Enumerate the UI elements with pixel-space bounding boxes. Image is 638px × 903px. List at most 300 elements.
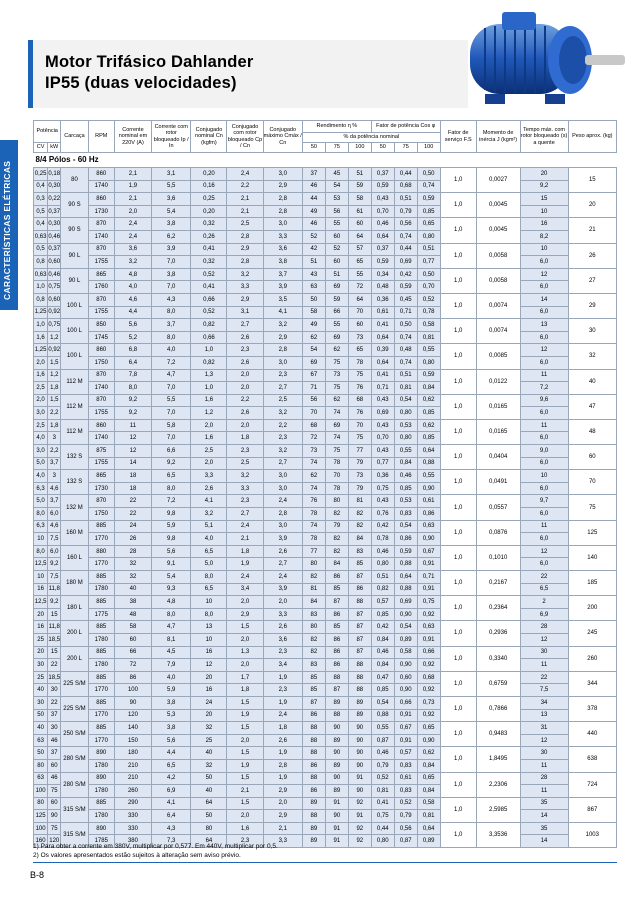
table-cell: 0,78 (417, 306, 440, 319)
table-cell: 8,0 (152, 482, 191, 495)
table-cell: 132 M (61, 495, 88, 520)
table-cell: 51 (302, 256, 325, 269)
table-cell: 1,6 (34, 331, 48, 344)
table-cell: 40 (568, 369, 616, 394)
table-cell: 870 (88, 243, 114, 256)
table-cell: 1,5 (48, 356, 61, 369)
table-cell: 89 (348, 709, 371, 722)
table-cell: 37 (302, 168, 325, 181)
table-cell: 0,37 (371, 243, 394, 256)
table-cell: 0,51 (394, 193, 417, 206)
table-cell: 66 (325, 306, 348, 319)
table-cell: 0,54 (394, 394, 417, 407)
table-cell: 25 (191, 734, 227, 747)
table-cell: 0,54 (394, 621, 417, 634)
table-cell: 40 (114, 583, 151, 596)
table-cell: 76 (302, 495, 325, 508)
table-cell: 0,39 (371, 344, 394, 357)
table-row (34, 495, 617, 508)
table-cell: 0,67 (417, 545, 440, 558)
table-cell: 120 (48, 835, 61, 848)
table-cell: 1,0 (440, 293, 476, 318)
table-cell: 0,88 (394, 583, 417, 596)
table-cell: 59 (325, 293, 348, 306)
table-cell: 85 (325, 583, 348, 596)
table-cell: 0,85 (417, 432, 440, 445)
table-cell: 91 (348, 772, 371, 785)
table-cell: 63 (34, 734, 48, 747)
table-row (34, 659, 617, 672)
table-cell: 73 (348, 331, 371, 344)
table-cell: 885 (88, 696, 114, 709)
table-cell: 1760 (88, 281, 114, 294)
table-cell: 0,0165 (476, 419, 520, 444)
table-cell: 1,0 (440, 419, 476, 444)
table-cell: 20 (568, 193, 616, 218)
table-cell: 860 (88, 419, 114, 432)
table-cell: 315 S/M (61, 797, 88, 822)
table-cell: 0,53 (394, 495, 417, 508)
table-cell: 22 (114, 508, 151, 521)
table-cell: 0,61 (371, 306, 394, 319)
table-cell: 90 (114, 696, 151, 709)
table-cell: 0,18 (48, 168, 61, 181)
table-cell: 78 (348, 356, 371, 369)
table-cell: 49 (302, 205, 325, 218)
table-cell: 82 (302, 646, 325, 659)
table-cell: 90 (348, 734, 371, 747)
table-cell: 112 M (61, 419, 88, 444)
table-cell: 112 M (61, 369, 88, 394)
table-cell: 1,5 (48, 394, 61, 407)
table-cell: 1,3 (191, 369, 227, 382)
table-cell: 13 (191, 621, 227, 634)
table-cell: 210 (114, 759, 151, 772)
table-cell: 10 (520, 205, 568, 218)
table-cell: 0,75 (48, 281, 61, 294)
table-cell: 1780 (88, 785, 114, 798)
table-cell: 2,4 (114, 218, 151, 231)
table-cell: 2,5 (227, 457, 263, 470)
table-cell: 47 (568, 394, 616, 419)
table-cell: 22 (48, 659, 61, 672)
table-cell: 88 (302, 772, 325, 785)
table-cell: 1775 (88, 608, 114, 621)
table-cell: 75 (568, 495, 616, 520)
table-cell: 0,63 (34, 230, 48, 243)
table-cell: 0,48 (371, 281, 394, 294)
table-cell: 0,90 (417, 533, 440, 546)
table-cell: 0,61 (394, 772, 417, 785)
table-cell: 88 (348, 671, 371, 684)
table-cell: 75 (325, 356, 348, 369)
table-cell: 3,3 (191, 470, 227, 483)
table-cell: 7,5 (48, 571, 61, 584)
table-cell: 1,8495 (476, 747, 520, 772)
table-cell: 0,58 (417, 797, 440, 810)
table-cell: 9,8 (152, 508, 191, 521)
table-cell: 0,44 (371, 822, 394, 835)
table-cell: 4,5 (152, 646, 191, 659)
table-cell: 89 (325, 785, 348, 798)
table-cell: 5,5 (152, 180, 191, 193)
table-cell: 125 (34, 810, 48, 823)
table-cell: 86 (325, 633, 348, 646)
table-cell: 3,0 (263, 470, 302, 483)
table-cell: 54 (302, 344, 325, 357)
table-cell: 79 (348, 482, 371, 495)
table-cell: 6,3 (34, 482, 48, 495)
header-rend-100: 100 (348, 143, 371, 153)
table-cell: 2,1 (227, 193, 263, 206)
header-cv: CV (34, 143, 48, 153)
table-cell: 40 (34, 722, 48, 735)
table-cell: 89 (302, 835, 325, 848)
table-cell: 0,64 (371, 331, 394, 344)
table-cell: 1,0 (440, 394, 476, 419)
table-cell: 0,69 (394, 256, 417, 269)
table-cell: 0,80 (371, 558, 394, 571)
table-cell: 2,3 (263, 432, 302, 445)
table-cell: 2,9 (263, 180, 302, 193)
table-cell: 62 (302, 470, 325, 483)
table-cell: 1,0 (440, 495, 476, 520)
table-cell: 6,2 (152, 230, 191, 243)
table-cell: 2,0 (227, 810, 263, 823)
table-cell: 58 (114, 621, 151, 634)
table-cell: 330 (114, 810, 151, 823)
table-cell: 77 (348, 445, 371, 458)
table-cell: 85 (348, 558, 371, 571)
table-cell: 82 (348, 508, 371, 521)
page-number: B-8 (30, 870, 45, 880)
table-cell: 2,4 (227, 168, 263, 181)
header-pct-potencia: % da potência nominal (302, 133, 440, 143)
table-cell: 91 (325, 835, 348, 848)
table-cell: 6,5 (191, 545, 227, 558)
table-row (34, 545, 617, 558)
table-cell: 3,9 (263, 533, 302, 546)
table-cell: 5,4 (152, 205, 191, 218)
table-cell: 20 (520, 168, 568, 181)
table-cell: 81 (302, 583, 325, 596)
table-cell: 0,90 (394, 608, 417, 621)
table-cell: 0,64 (394, 571, 417, 584)
table-cell: 0,46 (371, 747, 394, 760)
table-cell: 0,43 (371, 495, 394, 508)
title-accent-bar (28, 40, 33, 108)
table-cell: 90 S (61, 218, 88, 243)
table-cell: 0,88 (371, 709, 394, 722)
table-cell: 14 (520, 835, 568, 848)
table-cell: 638 (568, 747, 616, 772)
table-cell: 90 (325, 810, 348, 823)
table-cell: 100 L (61, 319, 88, 344)
table-cell: 1,5 (227, 772, 263, 785)
table-cell: 100 L (61, 344, 88, 369)
table-cell: 378 (568, 696, 616, 721)
table-cell: 37 (48, 709, 61, 722)
table-cell: 75 (348, 432, 371, 445)
table-cell: 26 (568, 243, 616, 268)
table-cell: 0,66 (394, 696, 417, 709)
table-cell: 2,8 (263, 508, 302, 521)
table-cell: 2,3 (227, 835, 263, 848)
table-cell: 0,34 (371, 268, 394, 281)
table-cell: 6,0 (48, 545, 61, 558)
table-cell: 0,53 (394, 419, 417, 432)
table-row (34, 407, 617, 420)
table-cell: 3,0 (263, 482, 302, 495)
table-cell: 1,8 (227, 684, 263, 697)
table-cell: 1740 (88, 382, 114, 395)
table-cell: 0,43 (371, 394, 394, 407)
table-cell: 3,6 (263, 633, 302, 646)
table-row (34, 684, 617, 697)
table-cell: 0,37 (371, 168, 394, 181)
table-cell: 8,0 (152, 608, 191, 621)
table-cell: 8,0 (152, 306, 191, 319)
table-cell: 0,59 (371, 180, 394, 193)
table-row (34, 306, 617, 319)
table-cell: 90 (348, 759, 371, 772)
table-cell: 62 (302, 331, 325, 344)
table-cell: 3,3 (263, 230, 302, 243)
table-cell: 90 (48, 810, 61, 823)
table-row (34, 633, 617, 646)
table-cell: 14 (114, 457, 151, 470)
table-cell: 0,84 (417, 382, 440, 395)
table-cell: 8,2 (520, 230, 568, 243)
table-row (34, 709, 617, 722)
table-cell: 3,8 (152, 696, 191, 709)
table-cell: 2,1 (114, 193, 151, 206)
table-cell: 0,57 (394, 747, 417, 760)
table-cell: 18 (114, 470, 151, 483)
table-cell: 100 (34, 822, 48, 835)
table-cell: 6,0 (520, 432, 568, 445)
table-cell: 1,0 (440, 445, 476, 470)
table-cell: 0,63 (34, 268, 48, 281)
table-cell: 6,5 (152, 759, 191, 772)
table-cell: 8,0 (152, 331, 191, 344)
table-cell: 75 (48, 822, 61, 835)
table-cell: 22 (520, 571, 568, 584)
table-cell: 55 (325, 319, 348, 332)
table-row (34, 445, 617, 458)
table-cell: 12 (520, 633, 568, 646)
table-cell: 0,64 (417, 822, 440, 835)
table-cell: 90 (348, 722, 371, 735)
title-line-1: Motor Trifásico Dahlander (45, 53, 254, 71)
table-cell: 0,36 (371, 293, 394, 306)
table-cell: 11 (520, 659, 568, 672)
table-cell: 65 (348, 344, 371, 357)
table-cell: 83 (302, 659, 325, 672)
footnote-1: 1) Para obter a corrente em 380V, multiplicar por 0,577. Em 440V, multiplicar por 0,5. (33, 843, 278, 850)
table-cell: 74 (302, 457, 325, 470)
table-cell: 86 (325, 608, 348, 621)
table-cell: 40 (34, 684, 48, 697)
table-cell: 1740 (88, 230, 114, 243)
table-cell: 724 (568, 772, 616, 797)
table-cell: 32 (568, 344, 616, 369)
table-cell: 2,7 (263, 558, 302, 571)
table-row (34, 319, 617, 332)
table-cell: 850 (88, 319, 114, 332)
table-cell: 88 (302, 810, 325, 823)
table-cell: 0,92 (417, 684, 440, 697)
table-row (34, 470, 617, 483)
table-cell: 76 (348, 382, 371, 395)
table-cell: 870 (88, 394, 114, 407)
table-row (34, 356, 617, 369)
table-cell: 860 (88, 344, 114, 357)
table-cell: 0,2936 (476, 621, 520, 646)
table-cell: 0,42 (394, 268, 417, 281)
title-line-2: IP55 (duas velocidades) (45, 74, 237, 92)
table-cell: 32 (191, 722, 227, 735)
table-cell: 1,0 (440, 621, 476, 646)
table-cell: 4,1 (152, 797, 191, 810)
table-cell: 2,0 (34, 394, 48, 407)
table-cell: 160 (34, 835, 48, 848)
table-cell: 1,0 (440, 243, 476, 268)
table-cell: 0,86 (394, 533, 417, 546)
table-cell: 60 (348, 319, 371, 332)
table-cell: 3,0 (263, 520, 302, 533)
table-cell: 80 (61, 168, 88, 193)
table-cell: 0,83 (394, 759, 417, 772)
table-cell: 2,0 (34, 356, 48, 369)
table-cell: 13 (520, 709, 568, 722)
header-rpm: RPM (88, 121, 114, 153)
table-cell: 0,50 (417, 268, 440, 281)
table-cell: 6,0 (520, 508, 568, 521)
table-cell: 0,55 (417, 470, 440, 483)
header-fator-servico: Fator de serviço F.S (440, 121, 476, 153)
table-cell: 22 (520, 671, 568, 684)
table-cell: 5,5 (152, 394, 191, 407)
table-row (34, 432, 617, 445)
table-cell: 13 (520, 319, 568, 332)
table-cell: 330 (114, 822, 151, 835)
table-cell: 12 (520, 734, 568, 747)
table-cell: 0,37 (48, 243, 61, 256)
table-row (34, 596, 617, 609)
table-cell: 86 (114, 671, 151, 684)
table-cell: 70 (302, 407, 325, 420)
header-momento-inercia: Momento de inércia J (kgm²) (476, 121, 520, 153)
table-cell: 1,25 (34, 306, 48, 319)
table-row (34, 230, 617, 243)
table-cell: 90 S (61, 193, 88, 218)
table-cell: 1,0 (440, 369, 476, 394)
table-cell: 2,0 (227, 419, 263, 432)
table-cell: 8,0 (191, 608, 227, 621)
table-cell: 280 S/M (61, 772, 88, 797)
table-cell: 2,8 (227, 230, 263, 243)
table-cell: 60 (114, 633, 151, 646)
table-cell: 0,8 (34, 293, 48, 306)
table-cell: 2,4 (114, 230, 151, 243)
table-cell: 85 (325, 621, 348, 634)
table-cell: 0,85 (371, 608, 394, 621)
table-cell: 0,92 (48, 344, 61, 357)
table-cell: 15 (520, 193, 568, 206)
table-cell: 3,2 (227, 470, 263, 483)
table-cell: 0,41 (371, 319, 394, 332)
table-cell: 1,0 (440, 772, 476, 797)
table-cell: 70 (348, 419, 371, 432)
table-cell: 6,4 (152, 810, 191, 823)
footnote-2: 2) Os valores apresentados estão sujeitos à alteração sem aviso prévio. (33, 852, 241, 859)
table-cell: 80 (34, 759, 48, 772)
table-cell: 280 S/M (61, 747, 88, 772)
table-row (34, 394, 617, 407)
table-cell: 0,59 (371, 256, 394, 269)
table-cell: 30 (34, 659, 48, 672)
table-cell: 50 (191, 810, 227, 823)
table-cell: 0,78 (371, 533, 394, 546)
table-cell: 12 (520, 344, 568, 357)
table-cell: 0,0557 (476, 495, 520, 520)
table-cell: 0,3 (34, 193, 48, 206)
table-cell: 160 L (61, 545, 88, 570)
table-cell: 9,3 (152, 583, 191, 596)
table-cell: 0,3340 (476, 646, 520, 671)
table-cell: 88 (325, 709, 348, 722)
table-cell: 87 (348, 621, 371, 634)
table-cell: 245 (568, 621, 616, 646)
table-cell: 65 (348, 256, 371, 269)
table-cell: 5,0 (34, 495, 48, 508)
table-cell: 1,8 (263, 722, 302, 735)
header-potencia: Potência (34, 121, 61, 143)
table-cell: 11 (520, 759, 568, 772)
table-cell: 90 L (61, 268, 88, 293)
table-cell: 0,71 (394, 306, 417, 319)
table-cell: 9,2 (520, 180, 568, 193)
table-cell: 3,2 (263, 445, 302, 458)
table-cell: 0,66 (191, 293, 227, 306)
table-cell: 1,9 (263, 671, 302, 684)
table-cell: 84 (348, 533, 371, 546)
table-cell: 4,1 (191, 495, 227, 508)
table-cell: 1,0 (440, 319, 476, 344)
table-cell: 82 (302, 633, 325, 646)
table-cell: 62 (325, 344, 348, 357)
table-cell: 0,47 (371, 671, 394, 684)
table-row (34, 331, 617, 344)
table-cell: 30 (48, 684, 61, 697)
table-cell: 54 (325, 180, 348, 193)
table-row (34, 759, 617, 772)
table-cell: 26 (114, 533, 151, 546)
table-cell: 7,0 (152, 281, 191, 294)
table-cell: 0,58 (394, 646, 417, 659)
header-rendimento: Rendimento η % (302, 121, 371, 133)
table-cell: 83 (348, 545, 371, 558)
table-cell: 12 (191, 659, 227, 672)
table-cell: 15 (568, 168, 616, 193)
table-cell: 0,74 (394, 356, 417, 369)
table-cell: 890 (88, 772, 114, 785)
table-cell: 2,4 (263, 495, 302, 508)
table-row (34, 243, 617, 256)
table-cell: 9,8 (152, 533, 191, 546)
table-cell: 344 (568, 671, 616, 696)
